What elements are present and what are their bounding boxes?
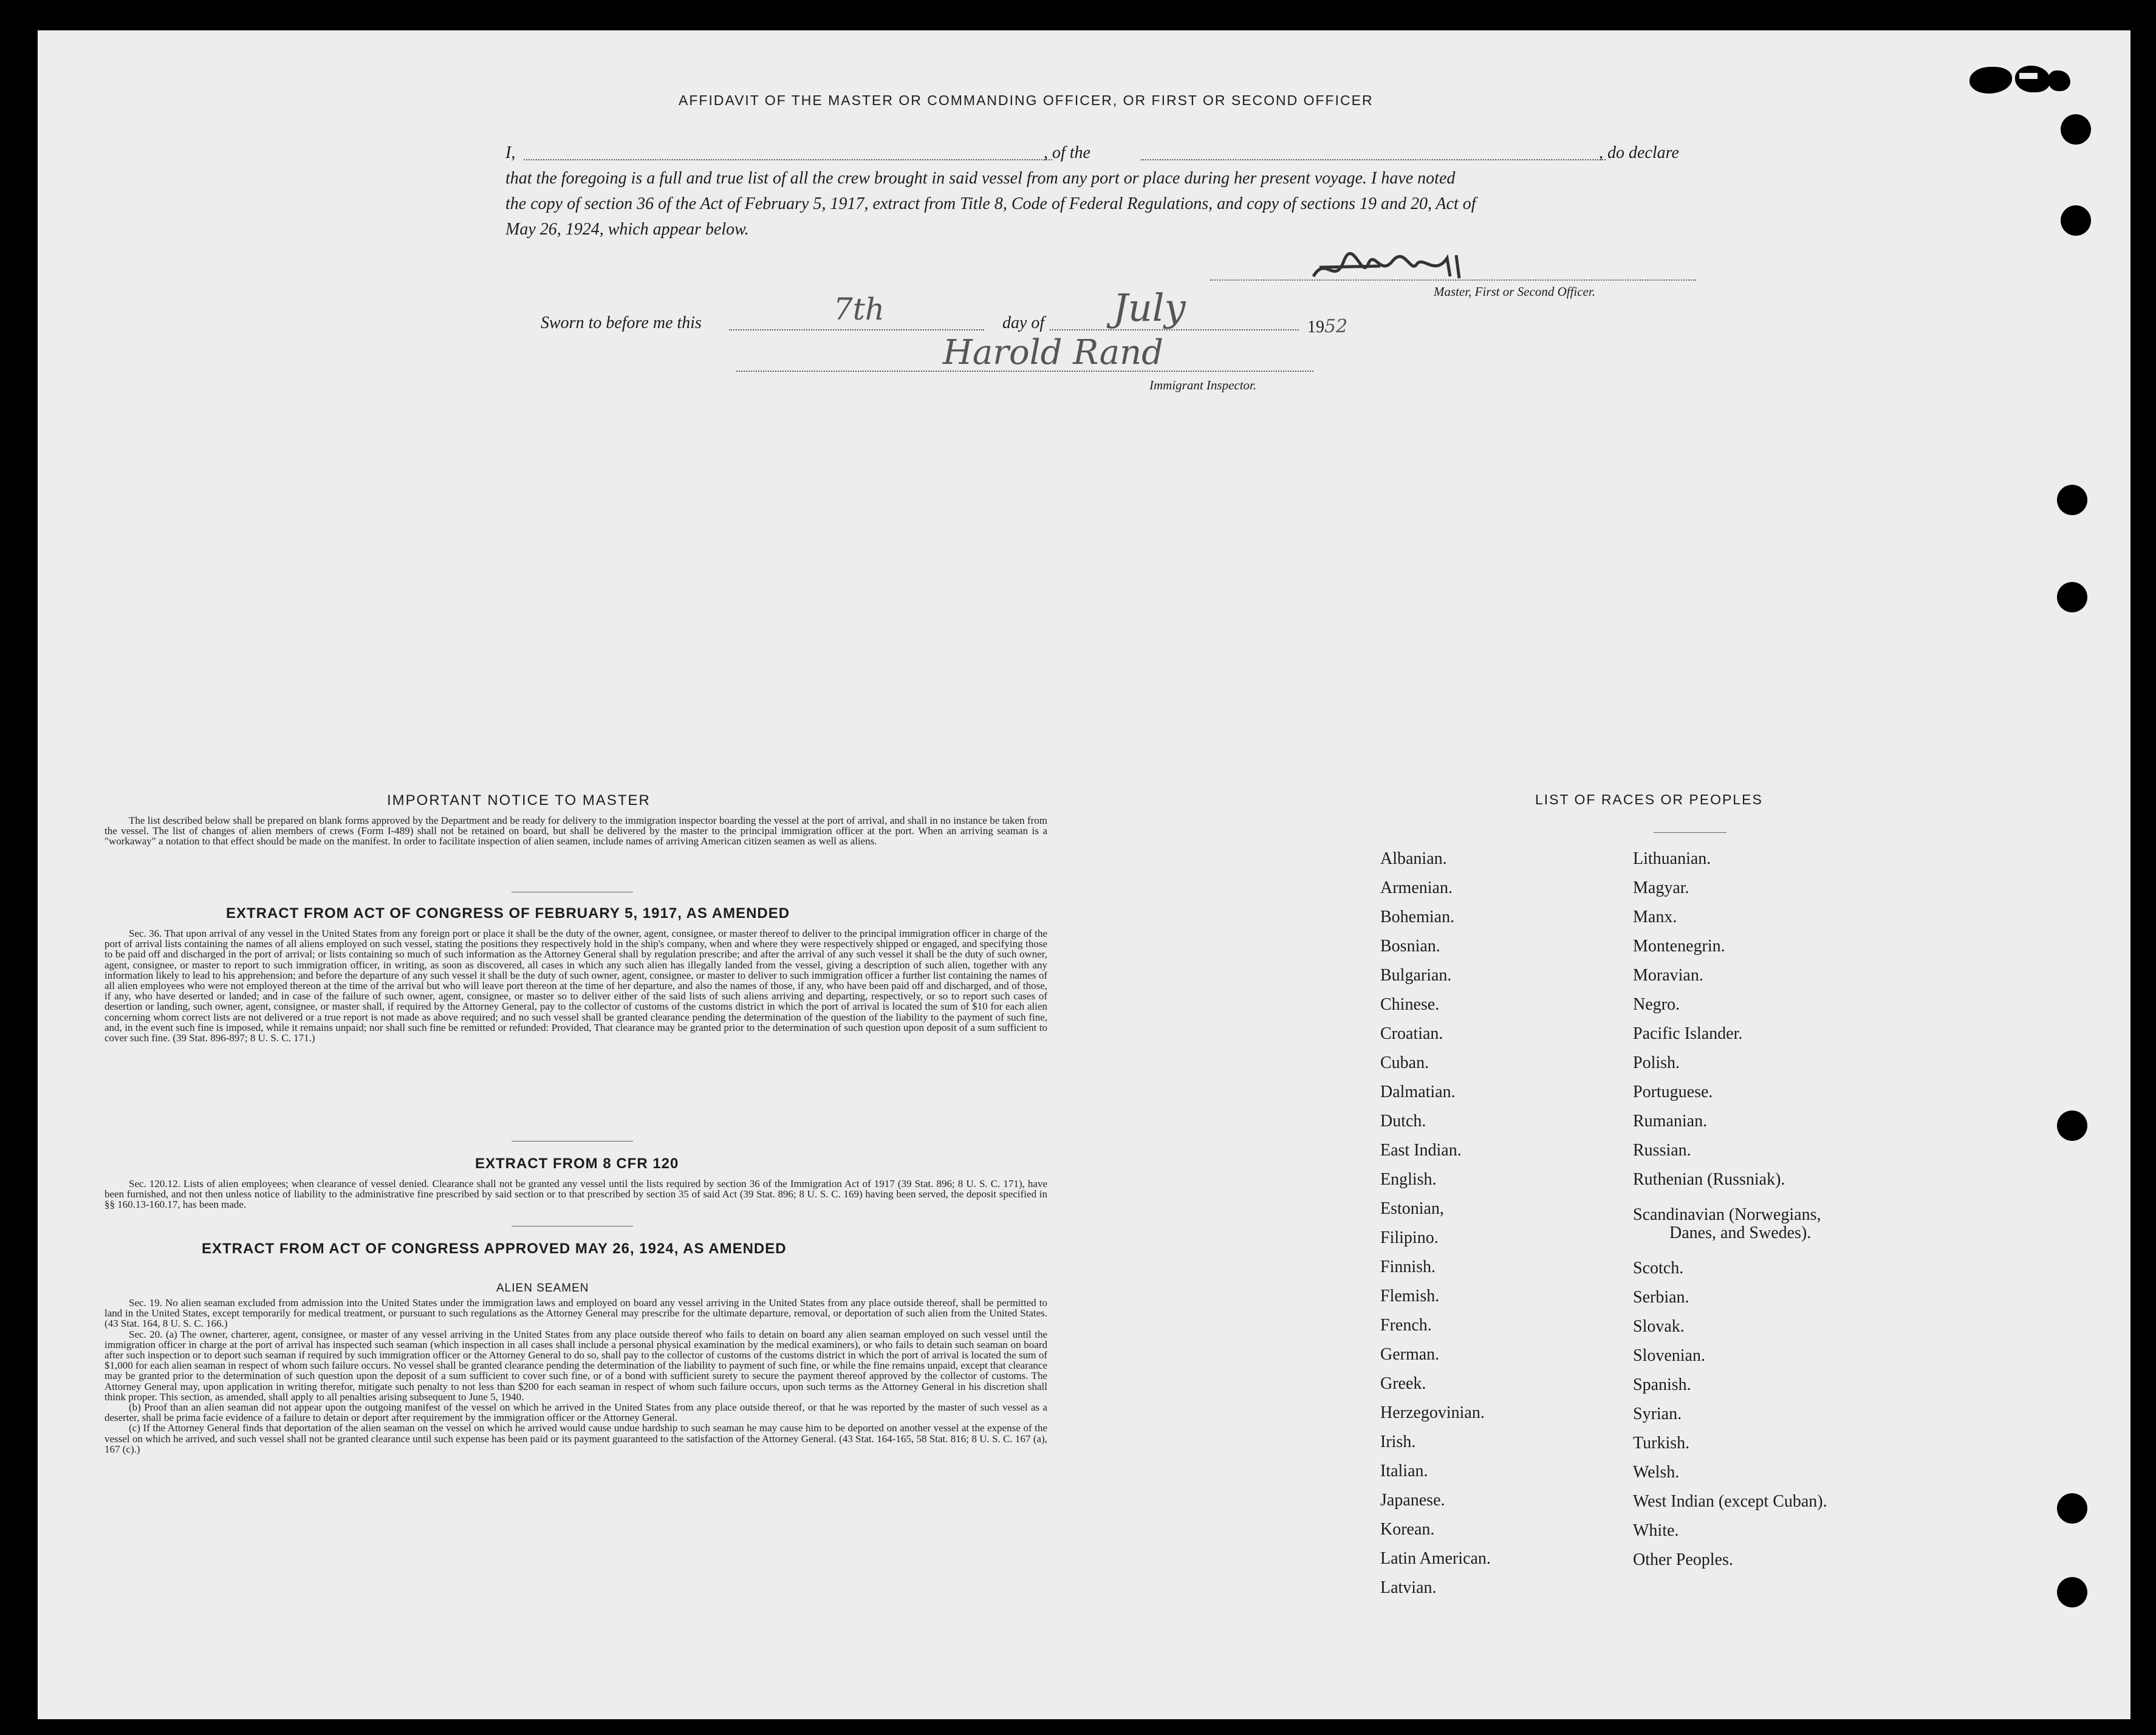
race-item: Bosnian.	[1380, 937, 1440, 956]
punch-hole-mark	[2057, 1110, 2087, 1141]
race-item: Cuban.	[1380, 1053, 1429, 1072]
inspector-caption: Immigrant Inspector.	[1149, 378, 1257, 392]
race-item: Slovak.	[1633, 1317, 1685, 1336]
inspector-signature: Harold Rand	[943, 333, 1164, 372]
race-item: Rumanian.	[1633, 1112, 1708, 1131]
affidavit-body-line1: that the foregoing is a full and true list of all the crew brought in said vessel from any port or place during her present voyage. I have noted	[505, 169, 1456, 188]
race-item: Slovenian.	[1633, 1346, 1705, 1365]
race-item: Dutch.	[1380, 1112, 1426, 1131]
notice-title: IMPORTANT NOTICE TO MASTER	[387, 792, 651, 809]
extract-8cfr-body	[104, 1179, 1047, 1210]
race-item: Manx.	[1633, 908, 1677, 926]
ink-smudge	[2015, 66, 2050, 92]
affidavit-i-label: I,	[505, 143, 516, 162]
sworn-day-handwritten: 7th	[833, 292, 885, 327]
punch-hole-mark	[2057, 485, 2087, 515]
race-item: Italian.	[1380, 1462, 1428, 1480]
race-item: Bohemian.	[1380, 908, 1455, 926]
year-suffix-handwritten: 52	[1324, 316, 1348, 337]
year-prefix: 19	[1307, 318, 1324, 337]
race-item: English.	[1380, 1170, 1437, 1189]
race-item: Other Peoples.	[1633, 1550, 1733, 1569]
race-item: Japanese.	[1380, 1491, 1445, 1510]
race-item: White.	[1633, 1521, 1679, 1540]
master-signature-line	[1210, 279, 1696, 281]
race-item: Danes, and Swedes).	[1669, 1223, 1812, 1242]
document-page	[38, 30, 2130, 1719]
extract-1917-body	[104, 928, 1047, 1043]
affidavit-title: AFFIDAVIT OF THE MASTER OR COMMANDING OFFICER, OR FIRST OR SECOND OFFICER	[679, 92, 1374, 108]
race-item: Latvian.	[1380, 1578, 1437, 1597]
race-item: Flemish.	[1380, 1287, 1440, 1306]
divider	[1654, 832, 1727, 833]
sworn-label: Sworn to before me this	[541, 313, 702, 332]
race-item: Estonian,	[1380, 1199, 1444, 1218]
sec19-paragraph: Sec. 19. No alien seaman excluded from admission into the United States under the immigration laws and employed on board any vessel arriving in the United States from any place outside thereof, shall be permitted to land in the United States, except temporarily for medical treatment, or pursuant to such regulations as the Attorney General may prescribe for the ultimate departure, removal, or deportation of such alien from the United States. (43 Stat. 164, 8 U. S. C. 166.)	[104, 1297, 1047, 1330]
sec20b-paragraph: (b) Proof than an alien seaman did not appear upon the outgoing manifest of the vessel on which he arrived in the United States from any place outside thereof, or that he was reported by the master of such vessel as a deserter, shall be prima facie evidence of a failure to detain or deport after requirement by the immigration officer or the Attorney General.	[104, 1401, 1047, 1424]
race-item: Armenian.	[1380, 878, 1453, 897]
race-item: Albanian.	[1380, 849, 1447, 868]
notice-body	[104, 815, 1047, 847]
notice-text: The list described below shall be prepared on blank forms approved by the Department and be ready for delivery to the immigration inspector boarding the vessel at the port of arrival, and shall in no instance be taken from the vessel. The list of changes of alien members of crews (Form I-489) shall not be retained on board, but shall be delivered by the master to the principal immigration officer at the port. When an arriving seaman is a "workaway" a notation to that effect should be made on the manifest. In order to facilitate inspection of alien seamen, include names of arriving American citizen seamen as well as aliens.	[104, 815, 1047, 847]
race-item: Filipino.	[1380, 1228, 1439, 1247]
race-item: Welsh.	[1633, 1463, 1680, 1482]
sec20c-paragraph: (c) If the Attorney General finds that deportation of the alien seaman on the vessel on which he arrived would cause undue hardship to such seaman he may cause him to be deported on another vessel at the expense of the vessel on which he arrived, and such vessel shall not be granted clearance until such expense has been paid or its payment guaranteed to the satisfaction of the Attorney General. (43 Stat. 164-165, 58 Stat. 816; 8 U. S. C. 167 (a), 167 (c).)	[104, 1422, 1047, 1455]
race-item: Ruthenian (Russniak).	[1633, 1170, 1785, 1189]
race-item: Portuguese.	[1633, 1083, 1713, 1101]
punch-hole-mark	[2057, 1493, 2087, 1524]
punch-hole-mark	[2061, 205, 2091, 236]
ink-smudge	[2048, 70, 2070, 91]
race-item: Moravian.	[1633, 966, 1703, 985]
extract-1917-text: Sec. 36. That upon arrival of any vessel in the United States from any foreign port or place it shall be the duty of the owner, agent, consignee, or master thereof to deliver to the principal immigration officer in charge of the port of arrival lists containing the names of all aliens employed on such vessel, stating the positions they respectively hold in the ship's company, when and where they were respectively shipped or engaged, and specifying those to be paid off and discharged in the port of arrival; or lists containing so much of such information as the Attorney General shall by regulation prescribe; and after the arrival of any such vessel it shall be the duty of such owner, agent, consignee, or master to report to such immigration officer, in writing, as soon as discovered, all cases in which any such alien has illegally landed from the vessel, giving a description of such alien, together with any information likely to lead to his apprehension; and before the departure of any such vessel it shall be the duty of such owner, agent, consignee, or master to deliver to such immigration officer a further list containing the names of all alien employees who were not employed thereon at the time of the arrival but who will leave port thereon at the time of her departure, and also the names of those, if any, who have been paid off and discharged, and of those, if any, who have deserted or landed; and in case of the failure of such owner, agent, consignee, or master so to deliver either of the said lists of such aliens arriving and departing, respectively, or so to report such cases of desertion or landing, such owner, agent, consignee, or master shall, if required by the Attorney General, pay to the collector of customs of the customs district in which the port of arrival is located the sum of $10 for each alien concerning whom correct lists are not delivered or a true report is not made as above required; and no such vessel shall be granted clearance pending the determination of the question of the liability to the payment of such fine, and, in the event such fine is imposed, while it remains unpaid; nor shall such fine be remitted or refunded: Provided, That clearance may be granted prior to the determination of such question upon deposit of a sum sufficient to cover such fine. (39 Stat. 896-897; 8 U. S. C. 171.)	[104, 928, 1047, 1044]
master-caption: Master, First or Second Officer.	[1434, 284, 1595, 299]
punch-hole-mark	[2057, 1577, 2087, 1607]
affidavit-body-line2: the copy of section 36 of the Act of February 5, 1917, extract from Title 8, Code of Federal Regulations, and copy of sections 19 and 20, Act of	[505, 194, 1476, 213]
race-item: Magyar.	[1633, 878, 1689, 897]
vessel-blank-line	[1141, 159, 1606, 160]
race-item: Spanish.	[1633, 1375, 1691, 1394]
race-item: West Indian (except Cuban).	[1633, 1492, 1827, 1511]
extract-1924-title: EXTRACT FROM ACT OF CONGRESS APPROVED MAY 26, 1924, AS AMENDED	[202, 1241, 787, 1257]
extract-1924-body	[104, 1298, 1047, 1454]
affidavit-body-line3: May 26, 1924, which appear below.	[505, 220, 749, 239]
sworn-month-handwritten: July	[1113, 286, 1186, 330]
extract-1917-title: EXTRACT FROM ACT OF CONGRESS OF FEBRUARY 5, 1917, AS AMENDED	[226, 905, 790, 922]
race-item: Herzegovinian.	[1380, 1403, 1485, 1422]
race-item: Korean.	[1380, 1520, 1435, 1539]
affidavit-of-the-label: , of the	[1044, 143, 1090, 162]
race-item: East Indian.	[1380, 1141, 1462, 1160]
smudge-gap	[2019, 73, 2038, 79]
race-item: Latin American.	[1380, 1549, 1491, 1568]
sworn-day-line	[729, 329, 984, 330]
race-item: Turkish.	[1633, 1434, 1690, 1453]
sec20a-paragraph: Sec. 20. (a) The owner, charterer, agent, consignee, or master of any vessel arriving in the United States from any place outside thereof who fails to detain on board any alien seaman employed on such vessel until the immigration officer in charge at the port of arrival has inspected such seaman (which inspection in all cases shall include a personal physical examination by the medical examiners), or who fails to detain such seaman on board after such inspection or to deport such seaman if required by such immigration officer or the Attorney General to do so, shall pay to the collector of customs of the customs district in which the port of arrival is located the sum of $1,000 for each alien seaman in respect of whom such failure occurs. No vessel shall be granted clearance pending the determination of the liability to payment of such fine, or while the fine remains unpaid, except that clearance may be granted prior to the determination of such question upon the deposit of a sum sufficient to cover such fine, or of a bond with sufficient surety to secure the payment thereof approved by the collector of customs. The Attorney General may, upon application in writing therefor, mitigate such penalty to not less than $200 for each seaman in respect of whom such failure occurs, upon such terms as the Attorney General in his discretion shall think proper. This section, as amended, shall apply to all penalties arising subsequent to June 5, 1940.	[104, 1328, 1047, 1403]
race-item: Serbian.	[1633, 1288, 1689, 1307]
race-item: Lithuanian.	[1633, 849, 1711, 868]
race-item: Scandinavian (Norwegians,	[1633, 1205, 1821, 1224]
day-of-label: day of	[1002, 313, 1045, 332]
race-item: Bulgarian.	[1380, 966, 1452, 985]
punch-hole-mark	[2061, 114, 2091, 145]
race-item: Croatian.	[1380, 1024, 1443, 1043]
race-item: Dalmatian.	[1380, 1083, 1456, 1101]
extract-1924-subtitle: ALIEN SEAMEN	[496, 1282, 589, 1295]
race-item: Russian.	[1633, 1141, 1691, 1160]
race-item: Negro.	[1633, 995, 1680, 1014]
name-blank-line	[524, 159, 1052, 160]
race-item: Scotch.	[1633, 1259, 1684, 1278]
inspector-signature-line	[736, 371, 1313, 372]
race-item: Pacific Islander.	[1633, 1024, 1743, 1043]
races-title: LIST OF RACES OR PEOPLES	[1535, 792, 1763, 807]
ink-smudge	[1969, 67, 2012, 94]
race-item: Greek.	[1380, 1374, 1426, 1393]
divider	[512, 1226, 633, 1227]
extract-8cfr-title: EXTRACT FROM 8 CFR 120	[475, 1155, 679, 1172]
race-item: German.	[1380, 1345, 1440, 1364]
race-item: Syrian.	[1633, 1405, 1682, 1423]
extract-8cfr-text: Sec. 120.12. Lists of alien employees; when clearance of vessel denied. Clearance shall not be granted any vessel until the lists required by section 36 of the Immigration Act of 1917 (39 Stat. 896; 8 U. S. C. 171), have been furnished, and not then unless notice of liability to the administrative fine prescribed by said section or to that prescribed by section 35 of said Act (39 Stat. 896; 8 U. S. C. 169) having been served, the deposit specified in §§ 160.13-160.17, has been made.	[104, 1178, 1047, 1211]
affidavit-do-declare: , do declare	[1599, 143, 1679, 162]
race-item: Chinese.	[1380, 995, 1440, 1014]
race-item: Montenegrin.	[1633, 937, 1725, 956]
race-item: Polish.	[1633, 1053, 1680, 1072]
race-item: Irish.	[1380, 1432, 1416, 1451]
punch-hole-mark	[2057, 582, 2087, 612]
race-item: French.	[1380, 1316, 1432, 1335]
race-item: Finnish.	[1380, 1258, 1436, 1276]
